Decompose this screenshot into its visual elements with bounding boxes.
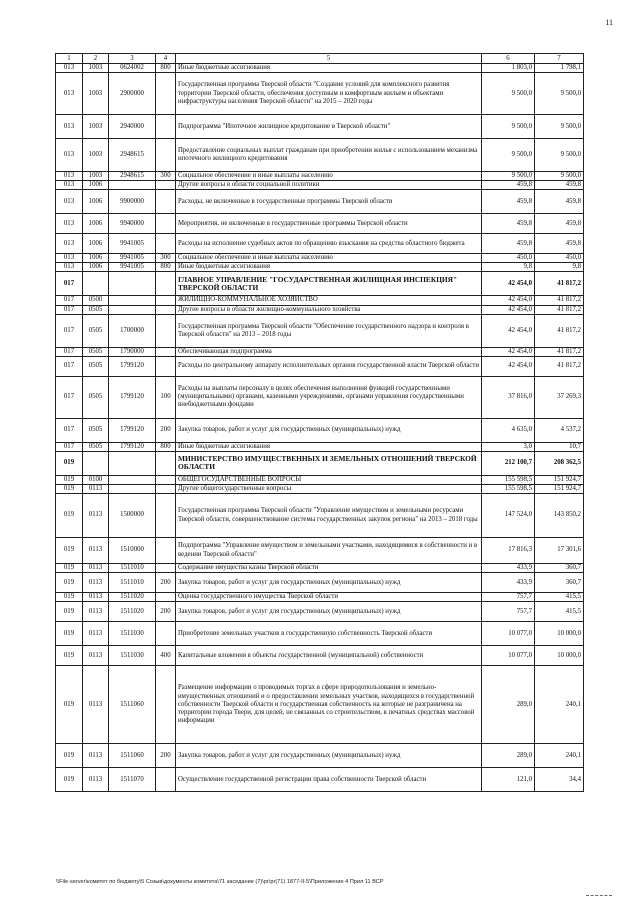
code-section: 0505 (83, 347, 109, 356)
code-section: 0113 (83, 538, 109, 564)
value-col6: 757,7 (482, 593, 535, 602)
code-gov: 019 (56, 494, 83, 538)
code-gov: 019 (56, 451, 83, 475)
code-section: 0113 (83, 573, 109, 593)
item-name: Содержание имущества казны Тверской области (176, 564, 482, 573)
code-section: 1003 (83, 172, 109, 181)
code-gov: 019 (56, 622, 83, 646)
code-type (156, 272, 176, 296)
code-section: 0113 (83, 593, 109, 602)
value-col6: 42 454,0 (482, 296, 535, 305)
item-name: Закупка товаров, работ и услуг для государственных (муниципальных) нужд (176, 573, 482, 593)
code-section: 0505 (83, 314, 109, 347)
item-name: Закупка товаров, работ и услуг для государственных (муниципальных) нужд (176, 418, 482, 442)
value-col7: 459,8 (535, 190, 584, 214)
table-row (56, 347, 584, 356)
code-type (156, 314, 176, 347)
code-type (156, 139, 176, 172)
code-target: 1511020 (109, 602, 156, 622)
value-col7: 360,7 (535, 573, 584, 593)
code-type: 100 (156, 376, 176, 418)
value-col7: 9 500,0 (535, 172, 584, 181)
value-col7: 240,1 (535, 666, 584, 744)
value-col7: 41 817,2 (535, 305, 584, 314)
code-section: 0505 (83, 376, 109, 418)
table-row (56, 234, 584, 254)
code-gov: 013 (56, 234, 83, 254)
value-col6: 42 454,0 (482, 314, 535, 347)
table-row (56, 602, 584, 622)
value-col7: 208 362,5 (535, 451, 584, 475)
value-col7: 4 537,2 (535, 418, 584, 442)
code-gov: 019 (56, 538, 83, 564)
code-type (156, 564, 176, 573)
code-gov: 017 (56, 376, 83, 418)
value-col7: 9 500,0 (535, 73, 584, 115)
item-name: Другие вопросы в области социальной политики (176, 181, 482, 190)
code-gov: 013 (56, 181, 83, 190)
code-section (83, 451, 109, 475)
table-row (56, 263, 584, 272)
item-name: Осуществление государственной регистрации права собственности Тверской области (176, 768, 482, 792)
code-gov: 017 (56, 314, 83, 347)
item-name: Государственная программа Тверской области "Создание условий для комплексного развития территории Тверской области, обеспечения доступным и комфортным жильем и объектами инфраструктуры населения Тверской области" на 2015 – 2020 годы (176, 73, 482, 115)
code-type (156, 347, 176, 356)
value-col6: 147 524,0 (482, 494, 535, 538)
code-target: 1790000 (109, 347, 156, 356)
table-row (56, 314, 584, 347)
code-type (156, 305, 176, 314)
item-name: Социальное обеспечение и иные выплаты населению (176, 254, 482, 263)
code-target: 1511060 (109, 744, 156, 768)
value-col6: 459,8 (482, 181, 535, 190)
value-col7: 10,7 (535, 442, 584, 451)
code-section: 0505 (83, 442, 109, 451)
value-col6: 4 635,0 (482, 418, 535, 442)
code-section: 0113 (83, 646, 109, 666)
code-target: 1511010 (109, 573, 156, 593)
code-target: 1511030 (109, 622, 156, 646)
code-gov: 017 (56, 356, 83, 376)
code-section: 1006 (83, 190, 109, 214)
code-target: 2948615 (109, 172, 156, 181)
table-row (56, 115, 584, 139)
value-col7: 41 817,2 (535, 296, 584, 305)
table-row (56, 190, 584, 214)
item-name: Социальное обеспечение и иные выплаты населению (176, 172, 482, 181)
item-name: Государственная программа Тверской области "Управление имуществом и земельными ресурсами Тверской области, совершенствование системы государственных закупок региона" на 2013 – 2018 годы (176, 494, 482, 538)
col-header-5: 5 (176, 54, 482, 64)
code-type (156, 666, 176, 744)
item-name: Закупка товаров, работ и услуг для государственных (муниципальных) нужд (176, 744, 482, 768)
code-type (156, 181, 176, 190)
corner-mark (586, 895, 612, 896)
code-type: 200 (156, 573, 176, 593)
code-type (156, 538, 176, 564)
table-row (56, 744, 584, 768)
code-section: 1003 (83, 115, 109, 139)
code-type (156, 214, 176, 234)
code-type: 800 (156, 263, 176, 272)
code-target (109, 181, 156, 190)
item-name: Подпрограмма "Ипотечное жилищное кредитование в Тверской области" (176, 115, 482, 139)
value-col6: 42 454,0 (482, 356, 535, 376)
value-col7: 143 850,2 (535, 494, 584, 538)
page-number: 11 (605, 18, 613, 27)
code-type (156, 73, 176, 115)
code-target: 0624002 (109, 64, 156, 73)
budget-table (55, 53, 584, 792)
value-col6: 9 500,0 (482, 139, 535, 172)
table-row (56, 172, 584, 181)
code-gov: 017 (56, 347, 83, 356)
table-row (56, 181, 584, 190)
code-type (156, 356, 176, 376)
item-name: Капитальные вложения в объекты государственной (муниципальной) собственности (176, 646, 482, 666)
table-row (56, 538, 584, 564)
col-header-3: 3 (109, 54, 156, 64)
code-gov: 013 (56, 139, 83, 172)
code-gov: 013 (56, 263, 83, 272)
table-row (56, 73, 584, 115)
code-target (109, 296, 156, 305)
item-name: Иные бюджетные ассигнования (176, 263, 482, 272)
code-gov: 013 (56, 190, 83, 214)
code-type (156, 234, 176, 254)
table-row (56, 139, 584, 172)
col-header-4: 4 (156, 54, 176, 64)
code-target: 1799120 (109, 356, 156, 376)
code-gov: 019 (56, 573, 83, 593)
code-gov: 019 (56, 484, 83, 493)
code-type (156, 296, 176, 305)
code-type: 400 (156, 646, 176, 666)
value-col7: 9,8 (535, 263, 584, 272)
value-col6: 757,7 (482, 602, 535, 622)
code-type: 200 (156, 418, 176, 442)
code-target: 9941005 (109, 234, 156, 254)
item-name: Закупка товаров, работ и услуг для государственных (муниципальных) нужд (176, 602, 482, 622)
code-target: 9941005 (109, 254, 156, 263)
value-col6: 42 454,0 (482, 272, 535, 296)
col-header-7: 7 (535, 54, 584, 64)
code-section: 1006 (83, 234, 109, 254)
value-col6: 1 803,0 (482, 64, 535, 73)
value-col6: 9,8 (482, 263, 535, 272)
code-target: 1510000 (109, 538, 156, 564)
code-section: 0113 (83, 622, 109, 646)
item-name: Расходы на исполнение судебных актов по обращению взыскания на средства областного бюджета (176, 234, 482, 254)
footer-path: \\File-server\комитет по бюджету\5 Созыв\документы комитета\71 заседание (7)\pr\pr(71) 1877-II-5\Приложение 4 Прил 11 ВСР (56, 879, 384, 885)
item-name: МИНИСТЕРСТВО ИМУЩЕСТВЕННЫХ И ЗЕМЕЛЬНЫХ ОТНОШЕНИЙ ТВЕРСКОЙ ОБЛАСТИ (176, 451, 482, 475)
code-target: 1511030 (109, 646, 156, 666)
code-type: 300 (156, 172, 176, 181)
value-col7: 415,5 (535, 602, 584, 622)
code-gov: 013 (56, 64, 83, 73)
table-row (56, 564, 584, 573)
item-name: ЖИЛИЩНО-КОММУНАЛЬНОЕ ХОЗЯЙСТВО (176, 296, 482, 305)
table-row (56, 768, 584, 792)
value-col7: 17 301,6 (535, 538, 584, 564)
code-section: 0113 (83, 768, 109, 792)
code-gov: 013 (56, 73, 83, 115)
item-name: Иные бюджетные ассигнования (176, 442, 482, 451)
col-header-2: 2 (83, 54, 109, 64)
code-section: 0113 (83, 744, 109, 768)
table-row (56, 573, 584, 593)
table-row (56, 418, 584, 442)
value-col7: 151 924,7 (535, 484, 584, 493)
code-section: 0113 (83, 666, 109, 744)
value-col6: 450,0 (482, 254, 535, 263)
code-type (156, 475, 176, 484)
item-name: Обеспечивающая подпрограмма (176, 347, 482, 356)
code-target: 1511060 (109, 666, 156, 744)
value-col7: 9 500,0 (535, 115, 584, 139)
code-section: 0100 (83, 475, 109, 484)
code-section: 1006 (83, 214, 109, 234)
code-target (109, 475, 156, 484)
item-name: Мероприятия, не включенные в государственные программы Тверской области (176, 214, 482, 234)
value-col6: 433,9 (482, 573, 535, 593)
code-type (156, 593, 176, 602)
code-gov: 017 (56, 296, 83, 305)
code-type (156, 484, 176, 493)
code-type (156, 768, 176, 792)
col-header-6: 6 (482, 54, 535, 64)
code-type: 200 (156, 744, 176, 768)
value-col7: 459,8 (535, 214, 584, 234)
budget-table-body (56, 54, 584, 792)
code-gov: 019 (56, 602, 83, 622)
value-col6: 433,9 (482, 564, 535, 573)
value-col7: 41 817,2 (535, 314, 584, 347)
code-target: 1500000 (109, 494, 156, 538)
code-section: 0505 (83, 356, 109, 376)
value-col6: 42 454,0 (482, 347, 535, 356)
code-gov: 013 (56, 254, 83, 263)
code-target: 1511070 (109, 768, 156, 792)
code-target: 9941005 (109, 263, 156, 272)
value-col6: 3,0 (482, 442, 535, 451)
value-col7: 37 269,3 (535, 376, 584, 418)
code-section: 1006 (83, 263, 109, 272)
item-name: ГЛАВНОЕ УПРАВЛЕНИЕ "ГОСУДАРСТВЕННАЯ ЖИЛИЩНАЯ ИНСПЕКЦИЯ" ТВЕРСКОЙ ОБЛАСТИ (176, 272, 482, 296)
value-col6: 459,8 (482, 214, 535, 234)
code-section: 1006 (83, 181, 109, 190)
code-section: 0113 (83, 494, 109, 538)
item-name: Расходы, не включенные в государственные программы Тверской области (176, 190, 482, 214)
code-gov: 019 (56, 564, 83, 573)
code-type (156, 494, 176, 538)
table-row (56, 64, 584, 73)
code-type: 200 (156, 602, 176, 622)
code-target: 2948615 (109, 139, 156, 172)
value-col7: 459,8 (535, 234, 584, 254)
item-name: Государственная программа Тверской области "Обеспечение государственного надзора и контроля в Тверской области" на 2013 – 2018 годы (176, 314, 482, 347)
value-col6: 10 077,0 (482, 622, 535, 646)
item-name: Расходы на выплаты персоналу в целях обеспечения выполнения функций государственными (муниципальными) органами, казенными учреждениями, органами управления государственными внебюджетными фондами (176, 376, 482, 418)
code-target: 1799120 (109, 418, 156, 442)
table-row (56, 494, 584, 538)
code-gov: 017 (56, 305, 83, 314)
value-col6: 155 598,5 (482, 475, 535, 484)
code-target: 1799120 (109, 442, 156, 451)
table-row (56, 356, 584, 376)
table-row (56, 475, 584, 484)
code-gov: 019 (56, 744, 83, 768)
code-type: 800 (156, 442, 176, 451)
code-type (156, 451, 176, 475)
table-row (56, 666, 584, 744)
value-col7: 10 000,0 (535, 646, 584, 666)
table-row (56, 622, 584, 646)
code-type: 800 (156, 64, 176, 73)
item-name: Другие общегосударственные вопросы (176, 484, 482, 493)
code-section: 0500 (83, 296, 109, 305)
col-header-1: 1 (56, 54, 83, 64)
code-target: 1511020 (109, 593, 156, 602)
code-gov: 019 (56, 646, 83, 666)
item-name: Приобретение земельных участков в государственную собственность Тверской области (176, 622, 482, 646)
code-section: 1003 (83, 139, 109, 172)
value-col7: 240,1 (535, 744, 584, 768)
table-row (56, 305, 584, 314)
value-col6: 9 500,0 (482, 115, 535, 139)
item-name: Подпрограмма "Управление имуществом и земельными участками, находящимися в собственности и в ведении Тверской области" (176, 538, 482, 564)
code-section: 0113 (83, 484, 109, 493)
code-target: 1700000 (109, 314, 156, 347)
value-col7: 450,0 (535, 254, 584, 263)
value-col6: 17 816,3 (482, 538, 535, 564)
value-col7: 10 000,0 (535, 622, 584, 646)
table-header-row (56, 54, 584, 64)
code-gov: 017 (56, 272, 83, 296)
code-section: 0505 (83, 418, 109, 442)
value-col6: 121,0 (482, 768, 535, 792)
table-row (56, 442, 584, 451)
table-row (56, 376, 584, 418)
value-col6: 289,0 (482, 744, 535, 768)
code-target (109, 484, 156, 493)
code-target: 1511010 (109, 564, 156, 573)
code-section: 1006 (83, 254, 109, 263)
code-section: 0113 (83, 564, 109, 573)
value-col7: 41 817,2 (535, 272, 584, 296)
code-gov: 013 (56, 214, 83, 234)
code-type (156, 115, 176, 139)
item-name: Предоставление социальных выплат гражданам при приобретении жилья с использованием механизма ипотечного жилищного кредитования (176, 139, 482, 172)
value-col6: 9 500,0 (482, 172, 535, 181)
item-name: ОБЩЕГОСУДАРСТВЕННЫЕ ВОПРОСЫ (176, 475, 482, 484)
item-name: Размещение информации о проводимых торгах в сфере природопользования и земельно-имущественных отношений и о предоставлении земельных участков, находящихся в государственной собственности Тверской области и государственная собственность на которые не разграничена на территории города Твери, для целей, не связанных со строительством, в печатных средствах массовой информации (176, 666, 482, 744)
value-col6: 289,0 (482, 666, 535, 744)
code-gov: 019 (56, 593, 83, 602)
code-type: 300 (156, 254, 176, 263)
value-col7: 151 924,7 (535, 475, 584, 484)
value-col6: 212 100,7 (482, 451, 535, 475)
code-type (156, 190, 176, 214)
code-gov: 019 (56, 768, 83, 792)
code-section: 0505 (83, 305, 109, 314)
value-col6: 9 500,0 (482, 73, 535, 115)
code-section: 1003 (83, 73, 109, 115)
code-target: 2940000 (109, 115, 156, 139)
code-target (109, 305, 156, 314)
code-type (156, 622, 176, 646)
table-row (56, 214, 584, 234)
code-gov: 019 (56, 475, 83, 484)
item-name: Иные бюджетные ассигнования (176, 64, 482, 73)
code-target: 2900000 (109, 73, 156, 115)
value-col6: 155 598,5 (482, 484, 535, 493)
table-row (56, 272, 584, 296)
code-target: 9940000 (109, 214, 156, 234)
table-row (56, 593, 584, 602)
code-gov: 019 (56, 666, 83, 744)
table-row (56, 451, 584, 475)
value-col7: 1 798,1 (535, 64, 584, 73)
table-row (56, 254, 584, 263)
value-col7: 459,8 (535, 181, 584, 190)
value-col7: 34,4 (535, 768, 584, 792)
code-gov: 017 (56, 442, 83, 451)
code-section: 1003 (83, 64, 109, 73)
code-target: 9900000 (109, 190, 156, 214)
value-col6: 10 077,0 (482, 646, 535, 666)
item-name: Оценка государственного имущества Тверской области (176, 593, 482, 602)
code-target: 1799120 (109, 376, 156, 418)
value-col7: 360,7 (535, 564, 584, 573)
table-row (56, 646, 584, 666)
value-col6: 42 454,0 (482, 305, 535, 314)
value-col7: 415,5 (535, 593, 584, 602)
table-row (56, 296, 584, 305)
table-row (56, 484, 584, 493)
code-target (109, 272, 156, 296)
value-col7: 9 500,0 (535, 139, 584, 172)
value-col7: 41 817,2 (535, 356, 584, 376)
item-name: Другие вопросы в области жилищно-коммунального хозяйства (176, 305, 482, 314)
code-target (109, 451, 156, 475)
value-col6: 459,8 (482, 190, 535, 214)
code-gov: 013 (56, 172, 83, 181)
item-name: Расходы по центральному аппарату исполнительных органов государственной власти Тверской области (176, 356, 482, 376)
value-col6: 37 816,0 (482, 376, 535, 418)
code-section (83, 272, 109, 296)
value-col6: 459,8 (482, 234, 535, 254)
code-section: 0113 (83, 602, 109, 622)
code-gov: 017 (56, 418, 83, 442)
code-gov: 013 (56, 115, 83, 139)
value-col7: 41 817,2 (535, 347, 584, 356)
